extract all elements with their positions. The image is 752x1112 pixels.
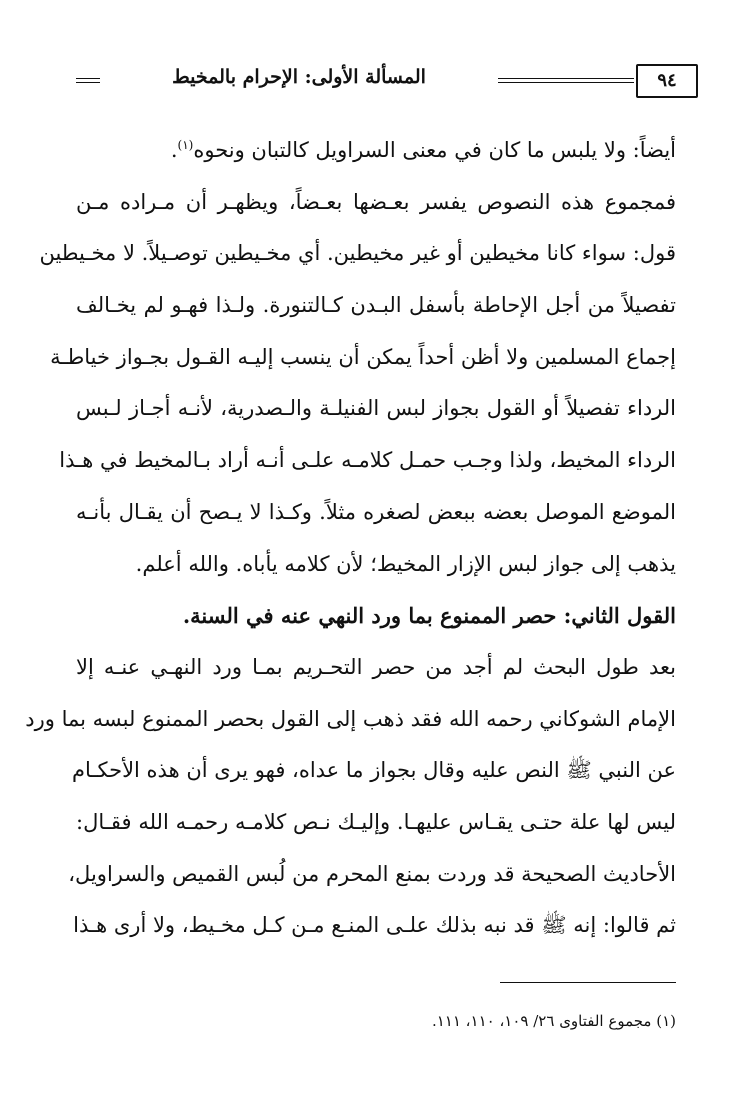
- text-line: تفصيلاً من أجل الإحاطة بأسفل البـدن كـالتنورة. ولـذا فهـو لم يخـالف: [76, 293, 676, 318]
- text-line: ليس لها علة حتـى يقـاس عليهـا. وإليـك نـص كلامـه رحمـه الله فقـال:: [76, 809, 676, 834]
- text-line: الأحاديث الصحيحة قد وردت بمنع المحرم من لُبس القميص والسراويل،: [68, 861, 676, 886]
- text-line: عن النبي ﷺ النص عليه وقال بجواز ما عداه، فهو يرى أن هذه الأحكـام: [71, 758, 676, 783]
- text-line: الإمام الشوكاني رحمه الله فقد ذهب إلى القول بحصر الممنوع لبسه بما ورد: [25, 706, 676, 731]
- running-title: المسألة الأولى: الإحرام بالمخيط: [172, 66, 426, 88]
- text-line: إجماع المسلمين ولا أظن أحداً يمكن أن ينسب إليـه القـول بجـواز خياطـة: [50, 344, 676, 369]
- text-line: ثم قالوا: إنه ﷺ قد نبه بذلك علـى المنـع مـن كـل مخـيط، ولا أرى هـذا: [73, 913, 676, 938]
- text-line-end: .: [170, 138, 178, 162]
- text-line: فمجموع هذه النصوص يفسر بعـضها بعـضاً، ويظهـر أن مـراده مـن: [76, 189, 676, 214]
- text-line: الرداء تفصيلاً أو القول بجواز لبس الفنيلـة والـصدرية، لأنـه أجـاز لـبس: [76, 396, 676, 421]
- section-heading: القول الثاني: حصر الممنوع بما ورد النهي عنه في السنة.: [182, 603, 676, 629]
- text-line: [76, 125, 676, 177]
- footnote-separator: [500, 982, 676, 983]
- text-line: الرداء المخيط، ولذا وجـب حمـل كلامـه علـى أنـه أراد بـالمخيط في هـذا: [59, 448, 676, 473]
- header-rule-right: [498, 78, 634, 83]
- running-header: [76, 62, 698, 102]
- body-text: [25, 125, 676, 952]
- text-line: يذهب إلى جواز لبس الإزار المخيط؛ لأن كلامه يأباه. والله أعلم.: [135, 551, 676, 576]
- text-line: الموضع الموصل بعضه ببعض لصغره مثلاً. وكـذا لا يـصح أن يقـال بأنـه: [76, 499, 676, 524]
- text-line: قول: سواء كانا مخيطين أو غير مخيطين. أي مخـيطين توصـيلاً. لا مخـيطين: [39, 241, 676, 266]
- footnote-marker[interactable]: (١): [177, 138, 194, 152]
- page-number: ٩٤: [636, 64, 698, 98]
- text-line-content: أيضاً: ولا يلبس ما كان في معنى السراويل كالتبان ونحوه: [193, 138, 676, 162]
- text-line: بعد طول البحث لم أجد من حصر التحـريم بمـا ورد النهـي عنـه إلا: [76, 654, 676, 679]
- header-rule-left: [76, 78, 100, 83]
- footnote-text: (١) مجموع الفتاوى ٢٦/ ١٠٩، ١١٠، ١١١.: [431, 1012, 676, 1030]
